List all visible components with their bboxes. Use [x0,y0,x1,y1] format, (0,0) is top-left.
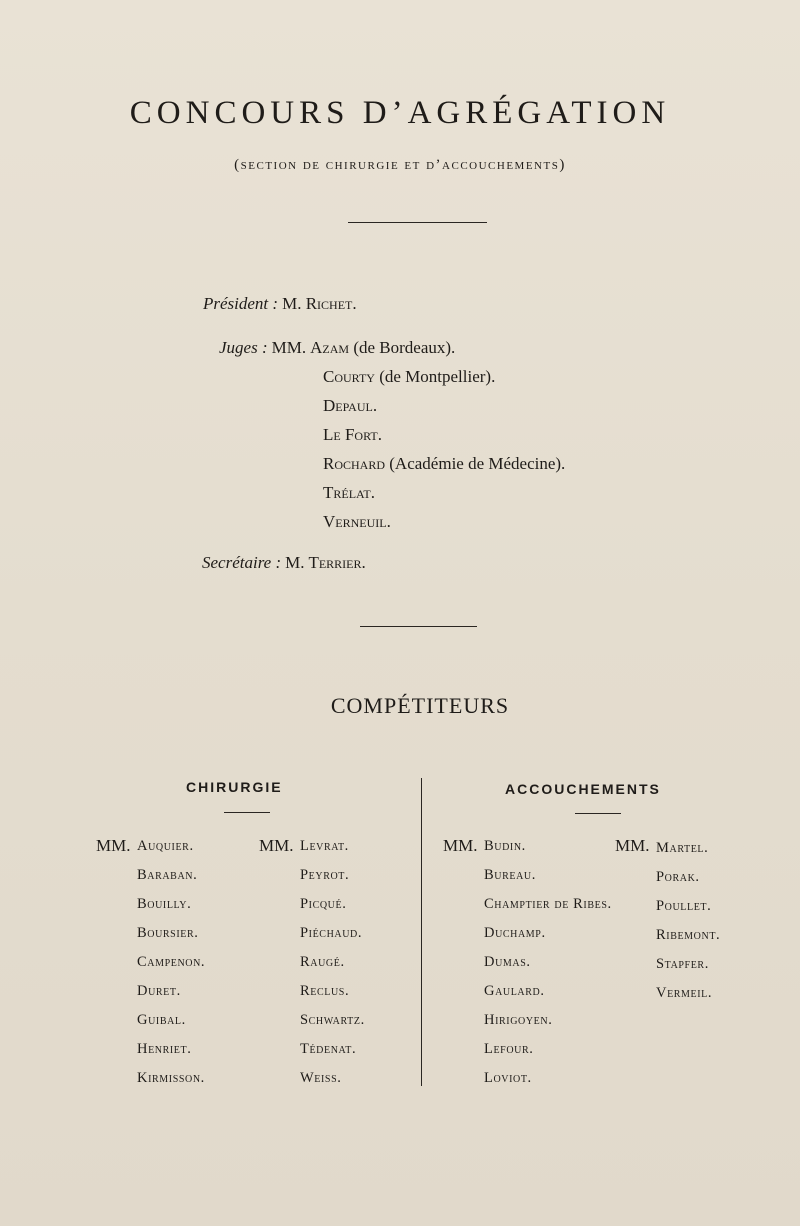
competitor-name: Duret. [137,983,181,999]
judge-note: (Académie de Médecine). [385,454,566,473]
competitor-name: Kirmisson. [137,1070,205,1086]
competitor-name: Schwartz. [300,1012,365,1028]
judge-entry [323,483,375,503]
chirurgie-heading: CHIRURGIE [186,779,283,795]
column-separator [421,778,422,1086]
judge-name: Rochard [323,454,386,473]
judge-name: Depaul. [323,396,378,415]
competitor-name: Duchamp. [484,925,546,941]
judge-entry [323,425,382,445]
competitor-name: Vermeil. [656,985,713,1001]
competitor-name: Porak. [656,869,700,885]
list-prefix: MM. [96,836,131,855]
judge-entry [323,454,565,474]
competitor-name: Piéchaud. [300,925,363,941]
competitor-name: Levrat. [300,838,349,854]
competitor-name: Gaulard. [484,983,545,999]
competitor-name: Guibal. [137,1012,186,1028]
competitor-name: Budin. [484,838,526,854]
competitor-name: Reclus. [300,983,350,999]
competitor-name: Auquier. [137,838,194,854]
judge-note: (de Montpellier). [374,367,496,386]
competitor-name: Lefour. [484,1041,534,1057]
list-prefix: MM. [615,836,650,855]
competitor-name: Raugé. [300,954,345,970]
title-divider [348,222,487,223]
competitor-name: Weiss. [300,1070,342,1086]
page-title: CONCOURS D’AGRÉGATION [129,95,671,131]
competitor-name: Champtier de Ribes. [484,896,612,912]
competitor-name: Campenon. [137,954,206,970]
competitor-name: Loviot. [484,1070,532,1086]
competitors-heading: COMPÉTITEURS [330,693,510,718]
judge-name: Azam [310,338,350,357]
accouchements-heading: ACCOUCHEMENTS [505,781,661,797]
competitor-name: Tédenat. [300,1041,357,1057]
competitor-name: Bureau. [484,867,536,883]
judge-name: Courty [323,367,375,386]
judges-prefix: MM. [271,338,307,357]
page-subtitle: (section de chirurgie et d’accouchements) [234,157,566,173]
accouchements-heading-rule [575,813,621,814]
chirurgie-heading-rule [224,812,270,813]
competitor-name: Martel. [656,840,709,856]
president-name: M. Richet. [282,294,357,313]
judges-role: Juges : [219,338,268,357]
competitor-name: Bouilly. [137,896,192,912]
secretary-name: M. Terrier. [285,553,366,572]
judges-line [219,338,455,358]
competitor-name: Dumas. [484,954,531,970]
competitor-name: Stapfer. [656,956,709,972]
president-role: Président : [203,294,279,313]
judge-name: Le Fort. [323,425,382,444]
judge-name: Verneuil. [323,512,391,531]
judge-name: Trélat. [323,483,375,502]
competitor-name: Baraban. [137,867,198,883]
competitor-name: Picqué. [300,896,347,912]
competitor-name: Hirigoyen. [484,1012,553,1028]
judge-entry [323,367,495,387]
judge-entry [323,512,391,532]
competitor-name: Boursier. [137,925,199,941]
competitor-name: Poullet. [656,898,712,914]
secretary-role: Secrétaire : [202,553,282,572]
competitor-name: Peyrot. [300,867,350,883]
list-prefix: MM. [443,836,478,855]
president-line [203,294,357,314]
judge-entry [323,396,377,416]
list-prefix: MM. [259,836,294,855]
jury-divider [360,626,477,627]
competitor-name: Ribemont. [656,927,721,943]
secretary-line [202,553,366,573]
competitor-name: Henriet. [137,1041,192,1057]
judge-note: (de Bordeaux). [349,338,456,357]
